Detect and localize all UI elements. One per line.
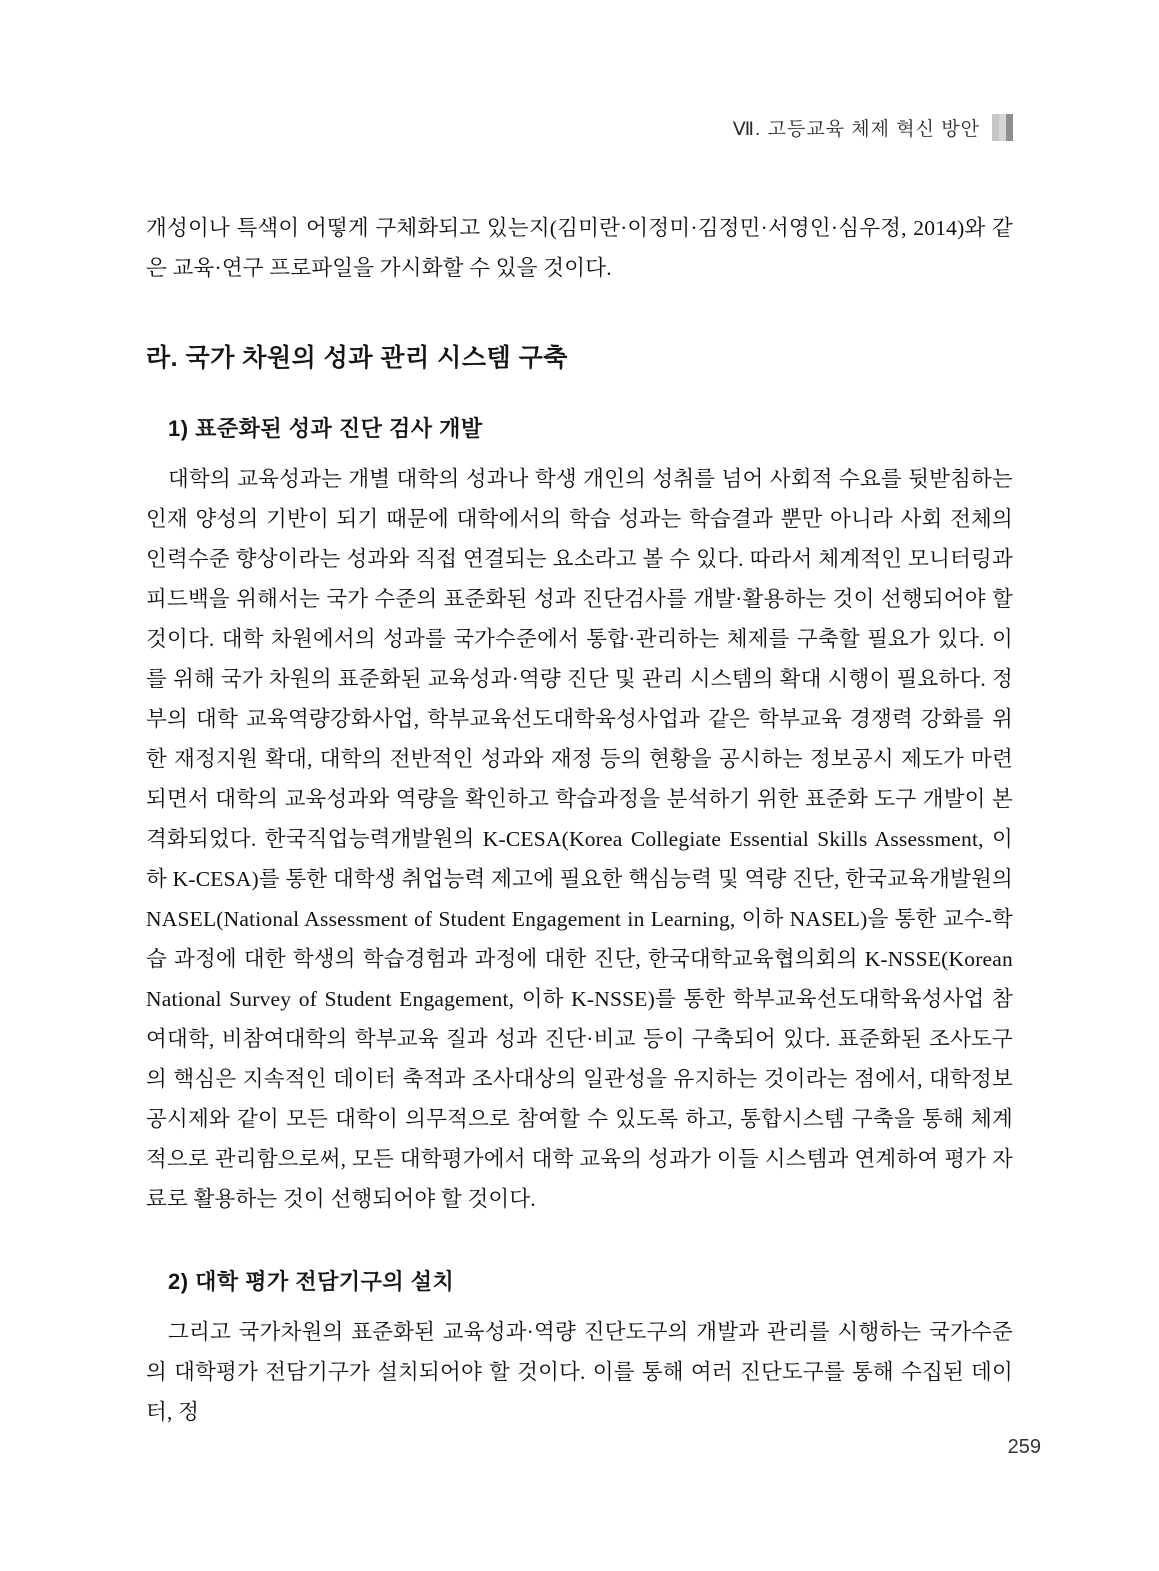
subsection-1-title: 1) 표준화된 성과 진단 검사 개발 [168, 416, 483, 441]
subsection-1-paragraph: 대학의 교육성과는 개별 대학의 성과나 학생 개인의 성취를 넘어 사회적 수요를 뒷받침하는 인재 양성의 기반이 되기 때문에 대학에서의 학습 성과는 학습결과 뿐만 아니라 사회 전체의 인력수준 향상이라는 성과와 직접 연결되는 요소라고 볼 수 있다. 따라서 체계적인 모니터링과 피드백을 위해서는 국가 수준의 표준화된 성과 진단검사를 개발·활용하는 것이 선행되어야 할 것이다. 대학 차원에서의 성과를 국가수준에서 통합·관리하는 체제를 구축할 필요가 있다. 이를 위해 국가 차원의 표준화된 교육성과·역량 진단 및 관리 시스템의 확대 시행이 필요하다. 정부의 대학 교육역량강화사업, 학부교육선도대학육성사업과 같은 학부교육 경쟁력 강화를 위한 재정지원 확대, 대학의 전반적인 성과와 재정 등의 현황을 공시하는 정보공시 제도가 마련되면서 대학의 교육성과와 역량을 확인하고 학습과정을 분석하기 위한 표준화 도구 개발이 본격화되었다. 한국직업능력개발원의 K-CESA(Korea Collegiate Essential Skills Assessment, 이하 K-CESA)를 통한 대학생 취업능력 제고에 필요한 핵심능력 및 역량 진단, 한국교육개발원의 NASEL(National Assessment of Student Engagement in Learning, 이하 NASEL)을 통한 교수-학습 과정에 대한 학생의 학습경험과 과정에 대한 진단, 한국대학교육협의회의 K-NSSE(Korean National Survey of Student Engagement, 이하 K-NSSE)를 통한 학부교육선도대학육성사업 참여대학, 비참여대학의 학부교육 질과 성과 진단·비교 등이 구축되어 있다. 표준화된 조사도구의 핵심은 지속적인 데이터 축적과 조사대상의 일관성을 유지하는 것이라는 점에서, 대학정보공시제와 같이 모든 대학이 의무적으로 참여할 수 있도록 하고, 통합시스템 구축을 통해 체계적으로 관리함으로써, 모든 대학평가에서 대학 교육의 성과가 이들 시스템과 연계하여 평가 자료로 활용하는 것이 선행되어야 할 것이다. [146, 467, 1013, 1211]
accent-stripe-3 [1006, 114, 1013, 141]
page-content [146, 208, 1013, 1432]
subsection-2-title: 2) 대학 평가 전담기구의 설치 [168, 1269, 455, 1294]
page-header [733, 114, 1013, 141]
page-number: 259 [1007, 1436, 1041, 1458]
accent-stripe-2 [999, 114, 1006, 141]
subsection-2-paragraph: 그리고 국가차원의 표준화된 교육성과·역량 진단도구의 개발과 관리를 시행하는 국가수준의 대학평가 전담기구가 설치되어야 할 것이다. 이를 통해 여러 진단도구를 통해 수집된 데이터, 정 [146, 1320, 1013, 1424]
running-head-title: Ⅶ. 고등교육 체제 혁신 방안 [732, 119, 980, 140]
section-title: 라. 국가 차원의 성과 관리 시스템 구축 [146, 344, 568, 372]
intro-paragraph: 개성이나 특색이 어떻게 구체화되고 있는지(김미란·이정미·김정민·서영인·심우정, 2014)와 같은 교육·연구 프로파일을 가시화할 수 있을 것이다. [146, 216, 1013, 280]
header-accent-bar-icon [992, 114, 1013, 141]
accent-stripe-1 [992, 114, 999, 141]
